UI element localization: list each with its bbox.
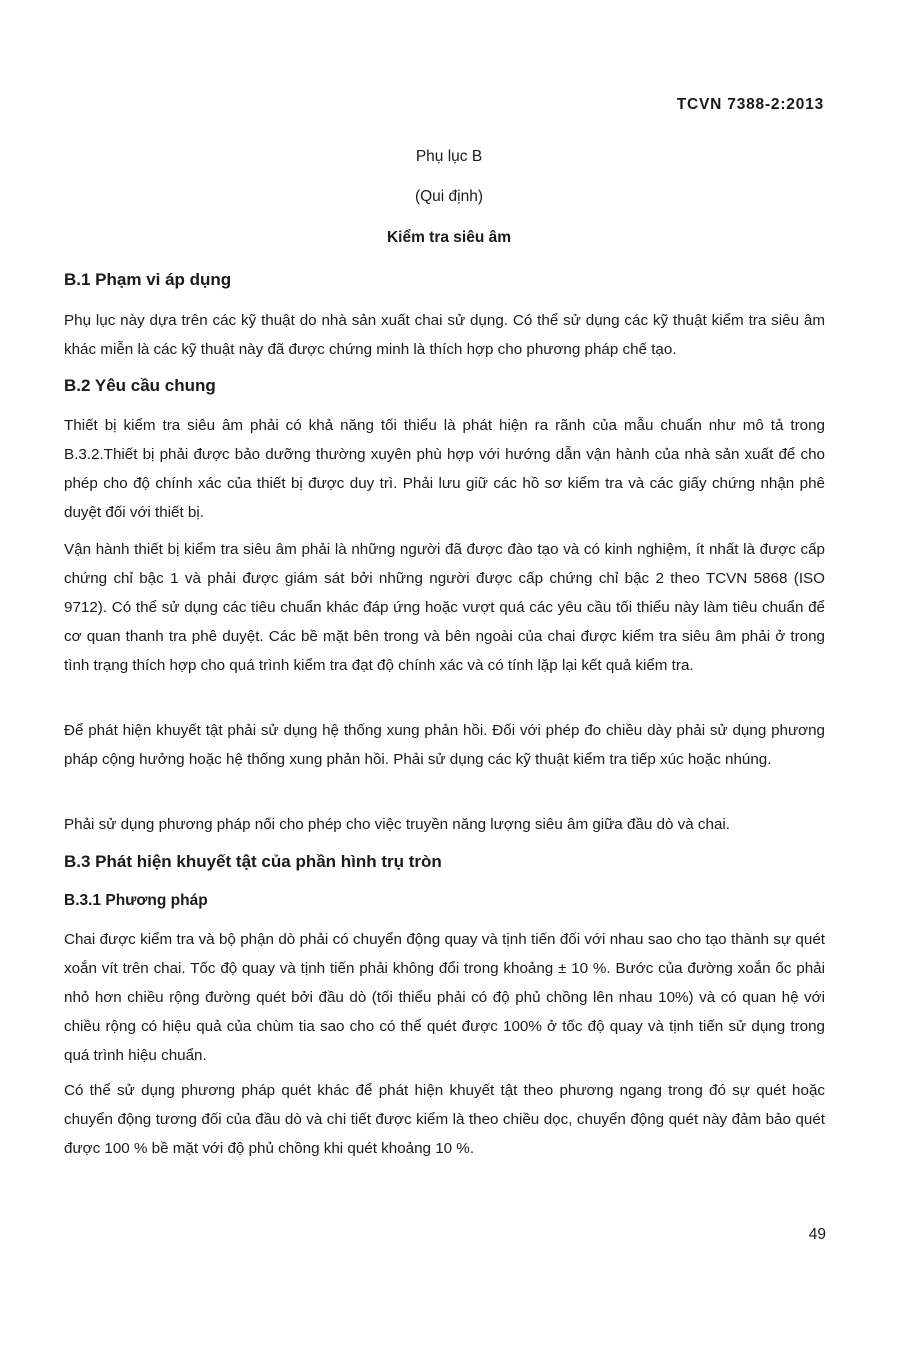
section-b2-paragraph-1: Thiết bị kiểm tra siêu âm phải có khả năng tối thiểu là phát hiện ra rãnh của mẫu chuẩn như mô tả trong B.3.2.Thiết bị phải được bảo dưỡng thường xuyên phù hợp với hướng dẫn vận hành của nhà sản xuất để cho phép cho độ chính xác của thiết bị được duy trì. Phải lưu giữ các hồ sơ kiểm tra và các giấy chứng nhận phê duyệt đối với thiết bị. [64,417,825,521]
section-b2-paragraph-3: Để phát hiện khuyết tật phải sử dụng hệ thống xung phản hồi. Đối với phép đo chiều dày phải sử dụng phương pháp cộng hưởng hoặc hệ thống xung phản hồi. Phải sử dụng các kỹ thuật kiểm tra tiếp xúc hoặc nhúng. [64,722,825,768]
annex-title: Kiểm tra siêu âm [386,229,512,246]
section-b2-paragraph-4: Phải sử dụng phương pháp nối cho phép cho việc truyền năng lượng siêu âm giữa đầu dò và chai. [64,816,730,833]
section-b3-heading: B.3 Phát hiện khuyết tật của phần hình trụ tròn [64,852,442,871]
section-b3-1-paragraph-1: Chai được kiểm tra và bộ phận dò phải có chuyển động quay và tịnh tiến đối với nhau sao cho tạo thành sự quét xoắn vít trên chai. Tốc độ quay và tịnh tiến phải không đổi trong khoảng ± 10 %. Bước của đường xoắn ốc phải nhỏ hơn chiều rộng đường quét bởi đầu dò (tối thiểu phải có độ phủ chồng lên nhau 10%) và có quan hệ với chiều rộng có hiệu quả của chùm tia sao cho có thể quét được 100% ở tốc độ quay và tịnh tiến sử dụng trong quá trình hiệu chuẩn. [64,931,825,1064]
section-b3-1-heading: B.3.1 Phương pháp [64,892,208,909]
annex-label: Phụ lục B [415,148,483,165]
page-number: 49 [808,1226,826,1243]
section-b2-heading: B.2 Yêu cầu chung [64,376,216,395]
section-b2-paragraph-2: Vận hành thiết bị kiểm tra siêu âm phải là những người đã được đào tạo và có kinh nghiệm, ít nhất là được cấp chứng chỉ bậc 1 và phải được giám sát bởi những người được cấp chứng chỉ bậc 2 theo TCVN 5868 (ISO 9712). Có thể sử dụng các tiêu chuẩn khác đáp ứng hoặc vượt quá các yêu cầu tối thiểu này làm tiêu chuẩn để cơ quan thanh tra phê duyệt. Các bề mặt bên trong và bên ngoài của chai được kiểm tra siêu âm phải ở trong tình trạng thích hợp cho quá trình kiểm tra đạt độ chính xác và có tính lặp lại kết quả kiểm tra. [64,541,825,674]
section-b1-heading: B.1 Phạm vi áp dụng [64,270,232,289]
standard-code: TCVN 7388-2:2013 [676,96,824,113]
section-b1-paragraph-1: Phụ lục này dựa trên các kỹ thuật do nhà sản xuất chai sử dụng. Có thể sử dụng các kỹ thuật kiểm tra siêu âm khác miễn là các kỹ thuật này đã được chứng minh là thích hợp cho phương pháp chế tạo. [64,312,825,358]
annex-type: (Qui định) [414,188,484,205]
section-b3-1-paragraph-2: Có thể sử dụng phương pháp quét khác để phát hiện khuyết tật theo phương ngang trong đó sự quét hoặc chuyển động tương đối của đầu dò và chi tiết được kiểm là theo chiều dọc, chuyển động quét này đảm bảo quét được 100 % bề mặt với độ phủ chồng khi quét khoảng 10 %. [64,1082,825,1157]
